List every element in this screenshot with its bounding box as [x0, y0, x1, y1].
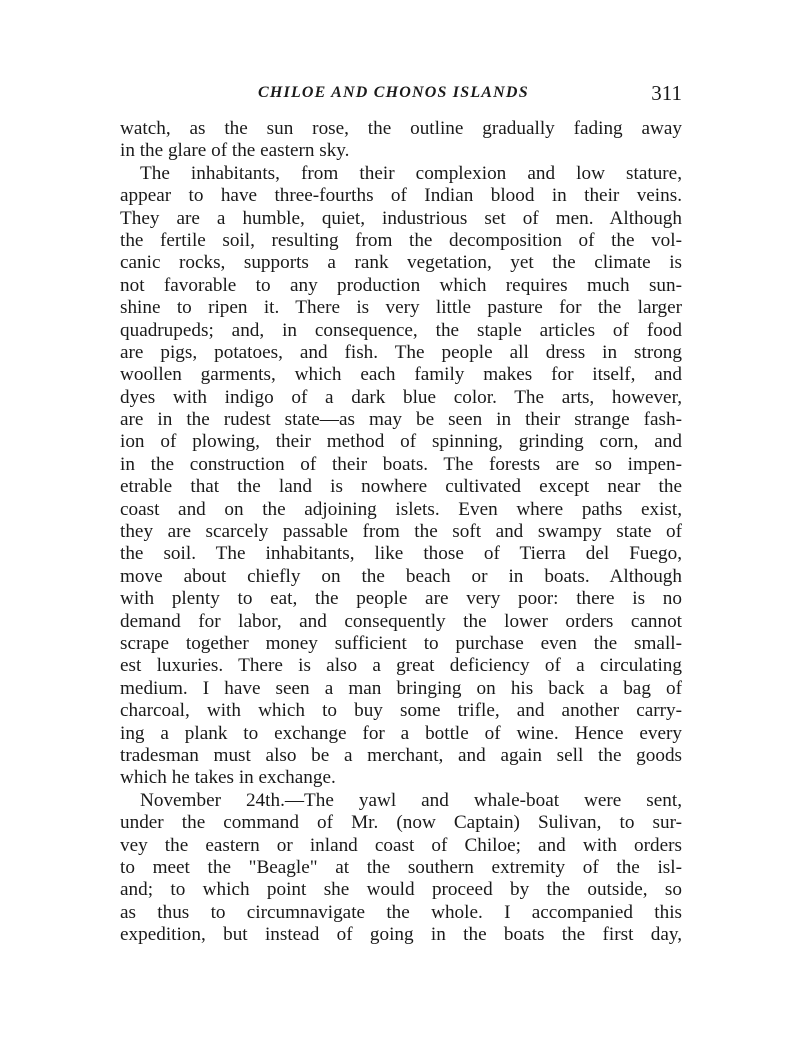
running-head — [120, 78, 682, 108]
text-line: they are scarcely passable from the soft and swampy state of — [120, 521, 682, 543]
text-line: are pigs, potatoes, and fish. The people all dress in strong — [120, 341, 682, 363]
text-line: canic rocks, supports a rank vegetation, yet the climate is — [120, 252, 682, 274]
text-line: est luxuries. There is also a great deficiency of a circulating — [120, 655, 682, 677]
page-number: 311 — [651, 81, 682, 105]
text-line: the fertile soil, resulting from the decomposition of the vol- — [120, 229, 682, 251]
text-line: not favorable to any production which requires much sun- — [120, 274, 682, 296]
text-line: to meet the "Beagle" at the southern extremity of the isl- — [120, 856, 682, 878]
body-text — [120, 118, 682, 946]
text-line: coast and on the adjoining islets. Even where paths exist, — [120, 498, 682, 520]
text-line: woollen garments, which each family makes for itself, and — [120, 364, 682, 386]
text-line: and; to which point she would proceed by the outside, so — [120, 879, 682, 901]
text-line: etrable that the land is nowhere cultivated except near the — [120, 476, 682, 498]
text-line: which he takes in exchange. — [120, 767, 336, 789]
text-line: in the glare of the eastern sky. — [120, 140, 350, 162]
text-line: medium. I have seen a man bringing on his back a bag of — [120, 677, 682, 699]
text-line: shine to ripen it. There is very little pasture for the larger — [120, 297, 682, 319]
text-line: watch, as the sun rose, the outline gradually fading away — [120, 118, 682, 139]
text-line: with plenty to eat, the people are very poor: there is no — [120, 588, 682, 610]
text-line: The inhabitants, from their complexion and low stature, — [140, 162, 682, 184]
text-line: appear to have three-fourths of Indian blood in their veins. — [120, 185, 682, 207]
text-line: vey the eastern or inland coast of Chiloe; and with orders — [120, 834, 682, 856]
text-line: as thus to circumnavigate the whole. I accompanied this — [120, 901, 682, 923]
running-title: CHILOE AND CHONOS ISLANDS — [258, 84, 529, 101]
text-line: ion of plowing, their method of spinning, grinding corn, and — [120, 431, 682, 453]
text-line: charcoal, with which to buy some trifle, and another carry- — [120, 700, 682, 722]
text-line: scrape together money sufficient to purchase even the small- — [120, 632, 682, 654]
text-line: November 24th.—The yawl and whale-boat were sent, — [140, 789, 682, 811]
text-line: in the construction of their boats. The forests are so impen- — [120, 453, 682, 475]
text-line: They are a humble, quiet, industrious set of men. Although — [120, 207, 682, 229]
text-line: dyes with indigo of a dark blue color. The arts, however, — [120, 386, 682, 408]
text-line: expedition, but instead of going in the boats the first day, — [120, 924, 682, 946]
text-line: under the command of Mr. (now Captain) Sulivan, to sur- — [120, 812, 682, 834]
text-line: tradesman must also be a merchant, and again sell the goods — [120, 744, 682, 766]
text-line: ing a plank to exchange for a bottle of wine. Hence every — [120, 722, 682, 744]
text-line: the soil. The inhabitants, like those of Tierra del Fuego, — [120, 543, 682, 565]
text-line: are in the rudest state—as may be seen in their strange fash- — [120, 409, 682, 431]
text-line: move about chiefly on the beach or in boats. Although — [120, 565, 682, 587]
text-line: quadrupeds; and, in consequence, the staple articles of food — [120, 319, 682, 341]
text-line: demand for labor, and consequently the lower orders cannot — [120, 610, 682, 632]
